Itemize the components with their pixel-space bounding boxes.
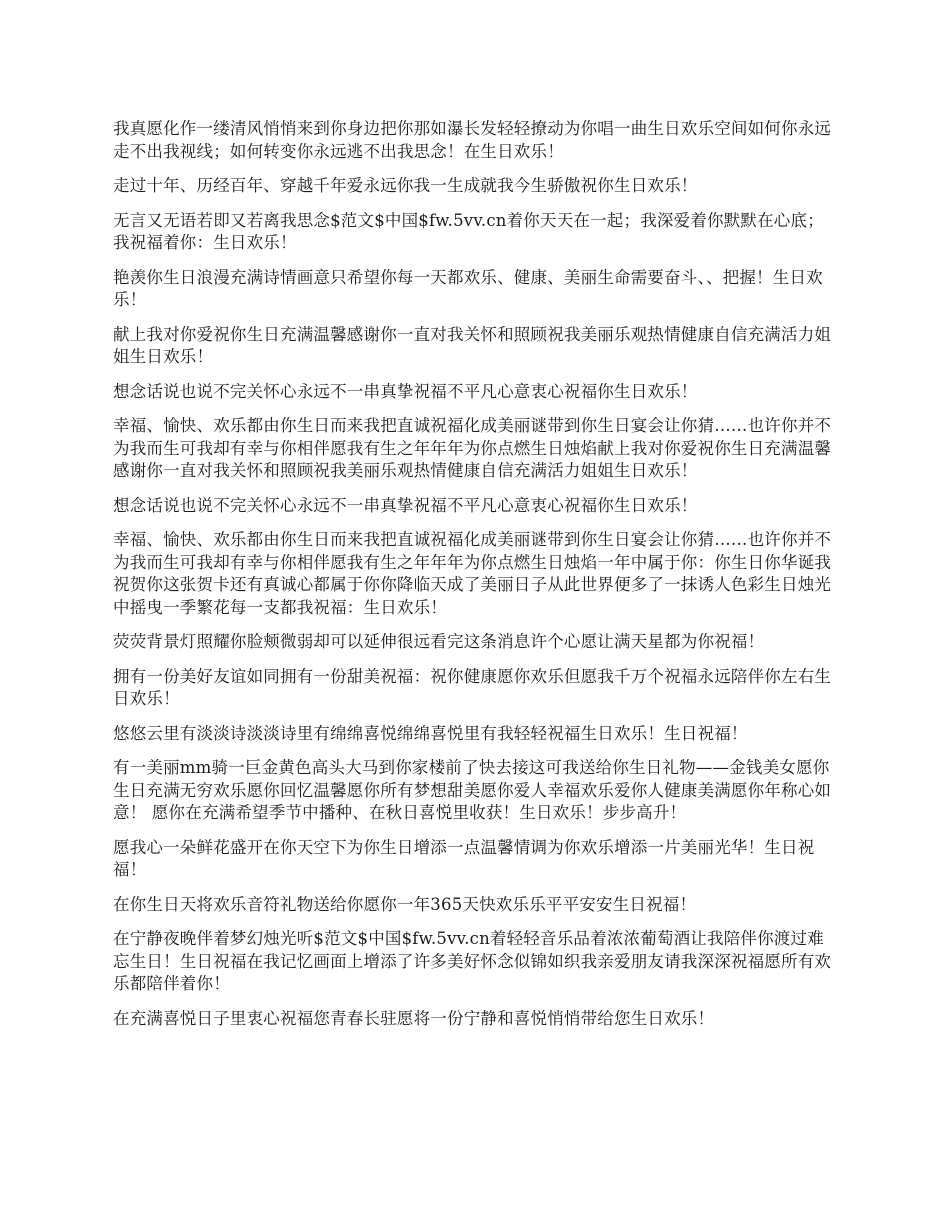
paragraph-9: 幸福、愉快、欢乐都由你生日而来我把直诚祝福化成美丽谜带到你生日宴会让你猜……也许你并不为我而生可我却有幸与你相伴愿我有生之年年年为你点燃生日烛焰一年中属于你：你生日你华诞我祝贺你这张贺卡还有真诚心都属于你你降临天成了美丽日子从此世界便多了一抹诱人色彩生日烛光中摇曳一季繁花每一支都我祝福：生日欢乐！ bbox=[113, 530, 832, 617]
paragraph-17: 在充满喜悦日子里衷心祝福您青春长驻愿将一份宁静和喜悦悄悄带给您生日欢乐！ bbox=[113, 1008, 715, 1028]
paragraph-3: 无言又无语若即又若离我思念$范文$中国$fw.5vv.cn着你天天在一起；我深爱着你默默在心底；我祝福着你：生日欢乐！ bbox=[113, 210, 824, 252]
paragraph-16: 在宁静夜晚伴着梦幻烛光听$范文$中国$fw.5vv.cn着轻轻音乐品着浓浓葡萄酒让我陪伴你渡过难忘生日！生日祝福在我记忆画面上增添了许多美好怀念似锦如织我亲爱朋友请我深深祝福愿所有欢乐都陪伴着你！ bbox=[113, 929, 832, 993]
paragraph-5: 献上我对你爱祝你生日充满温馨感谢你一直对我关怀和照顾祝我美丽乐观热情健康自信充满活力姐姐生日欢乐！ bbox=[113, 324, 832, 366]
paragraph-14: 愿我心一朵鲜花盛开在你天空下为你生日增添一点温馨情调为你欢乐增添一片美丽光华！生日祝福！ bbox=[113, 837, 815, 879]
paragraph-1: 我真愿化作一缕清风悄悄来到你身边把你那如瀑长发轻轻撩动为你唱一曲生日欢乐空间如何你永远走不出我视线；如何转变你永远逃不出我思念！在生日欢乐！ bbox=[113, 119, 832, 161]
paragraph-12: 悠悠云里有淡淡诗淡淡诗里有绵绵喜悦绵绵喜悦里有我轻轻祝福生日欢乐！生日祝福！ bbox=[113, 723, 748, 743]
paragraph-13: 有一美丽mm骑一巨金黄色高头大马到你家楼前了快去接这可我送给你生日礼物——金钱美女愿你生日充满无穷欢乐愿你回忆温馨愿你所有梦想甜美愿你爱人幸福欢乐爱你人健康美满愿你年称心如意！ 愿你在充满希望季节中播种、在秋日喜悦里收获！生日欢乐！步步高升！ bbox=[113, 758, 832, 822]
paragraph-15: 在你生日天将欢乐音符礼物送给你愿你一年365天快欢乐乐平平安安生日祝福！ bbox=[113, 894, 697, 914]
paragraph-6: 想念话说也说不完关怀心永远不一串真挚祝福不平凡心意衷心祝福你生日欢乐！ bbox=[113, 381, 698, 401]
paragraph-7: 幸福、愉快、欢乐都由你生日而来我把直诚祝福化成美丽谜带到你生日宴会让你猜……也许你并不为我而生可我却有幸与你相伴愿我有生之年年年为你点燃生日烛焰献上我对你爱祝你生日充满温馨感谢你一直对我关怀和照顾祝我美丽乐观热情健康自信充满活力姐姐生日欢乐！ bbox=[113, 416, 832, 480]
paragraph-2: 走过十年、历经百年、穿越千年爱永远你我一生成就我今生骄傲祝你生日欢乐！ bbox=[113, 176, 698, 195]
paragraph-11: 拥有一份美好友谊如同拥有一份甜美祝福：祝你健康愿你欢乐但愿我千万个祝福永远陪伴你左右生日欢乐！ bbox=[113, 666, 832, 708]
paragraph-4: 艳羡你生日浪漫充满诗情画意只希望你每一天都欢乐、健康、美丽生命需要奋斗、、把握！生日欢乐！ bbox=[113, 267, 823, 309]
paragraph-8: 想念话说也说不完关怀心永远不一串真挚祝福不平凡心意衷心祝福你生日欢乐！ bbox=[113, 495, 698, 515]
paragraph-10: 荧荧背景灯照耀你脸颊微弱却可以延伸很远看完这条消息许个心愿让满天星都为你祝福！ bbox=[113, 632, 765, 651]
